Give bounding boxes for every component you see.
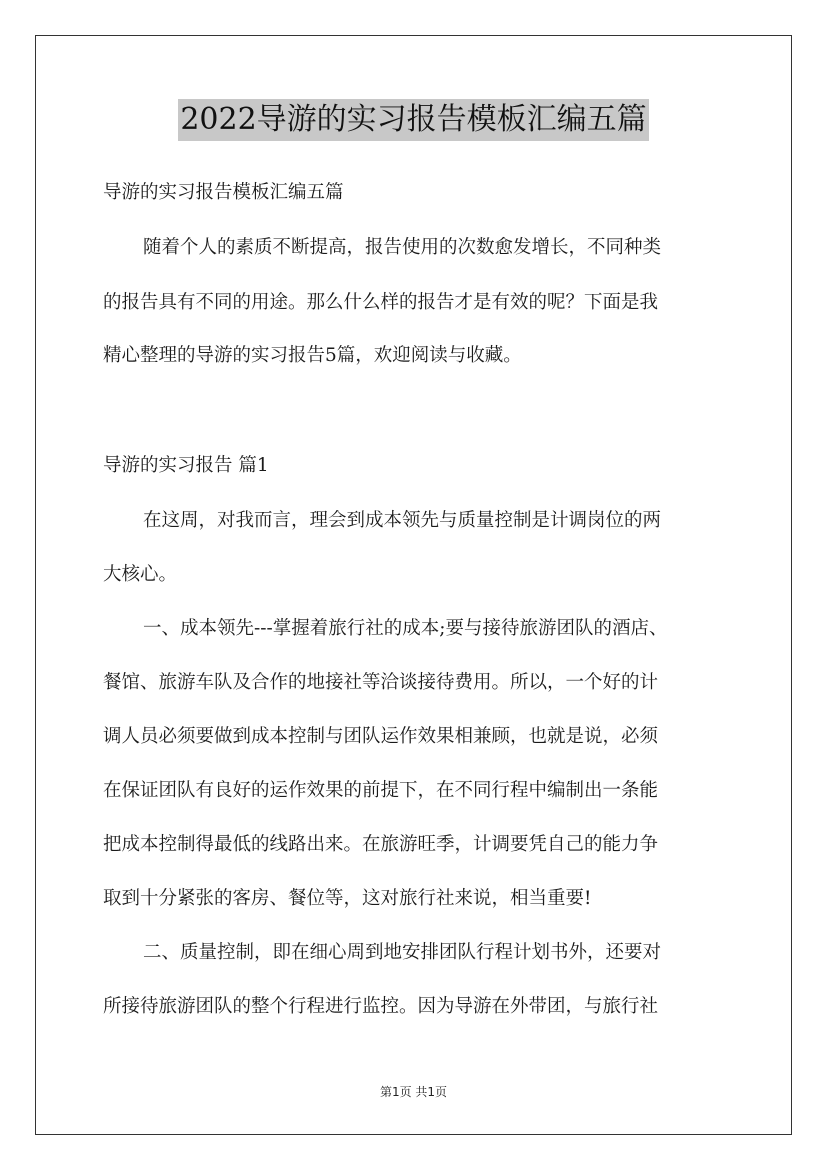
title-container [0,99,827,141]
para3-line-2: 所接待旅游团队的整个行程进行监控。因为导游在外带团，与旅行社 [103,996,659,1017]
document-subtitle: 导游的实习报告模板汇编五篇 [103,182,344,203]
document-title: 2022导游的实习报告模板汇编五篇 [178,99,648,141]
para2-line-5: 把成本控制得最低的线路出来。在旅游旺季，计调要凭自己的能力争 [103,834,659,855]
intro-line-1: 随着个人的素质不断提高，报告使用的次数愈发增长，不同种类 [143,237,662,258]
page-footer: 第1页 共1页 [379,1085,448,1099]
para3-line-1: 二、质量控制，即在细心周到地安排团队行程计划书外，还要对 [143,942,662,963]
para1-line-2: 大核心。 [103,564,178,585]
section-heading: 导游的实习报告 篇1 [103,455,269,476]
para2-line-4: 在保证团队有良好的运作效果的前提下，在不同行程中编制出一条能 [103,780,659,801]
para2-line-3: 调人员必须要做到成本控制与团队运作效果相兼顾，也就是说，必须 [103,726,659,747]
para2-line-1: 一、成本领先---掌握着旅行社的成本;要与接待旅游团队的酒店、 [143,618,668,639]
intro-line-3: 精心整理的导游的实习报告5篇，欢迎阅读与收藏。 [103,345,522,366]
para2-line-2: 餐馆、旅游车队及合作的地接社等洽谈接待费用。所以，一个好的计 [103,672,659,693]
para2-line-6: 取到十分紧张的客房、餐位等，这对旅行社来说，相当重要! [103,888,592,909]
intro-line-2: 的报告具有不同的用途。那么什么样的报告才是有效的呢？下面是我 [103,292,659,313]
para1-line-1: 在这周，对我而言，理会到成本领先与质量控制是计调岗位的两 [143,510,662,531]
